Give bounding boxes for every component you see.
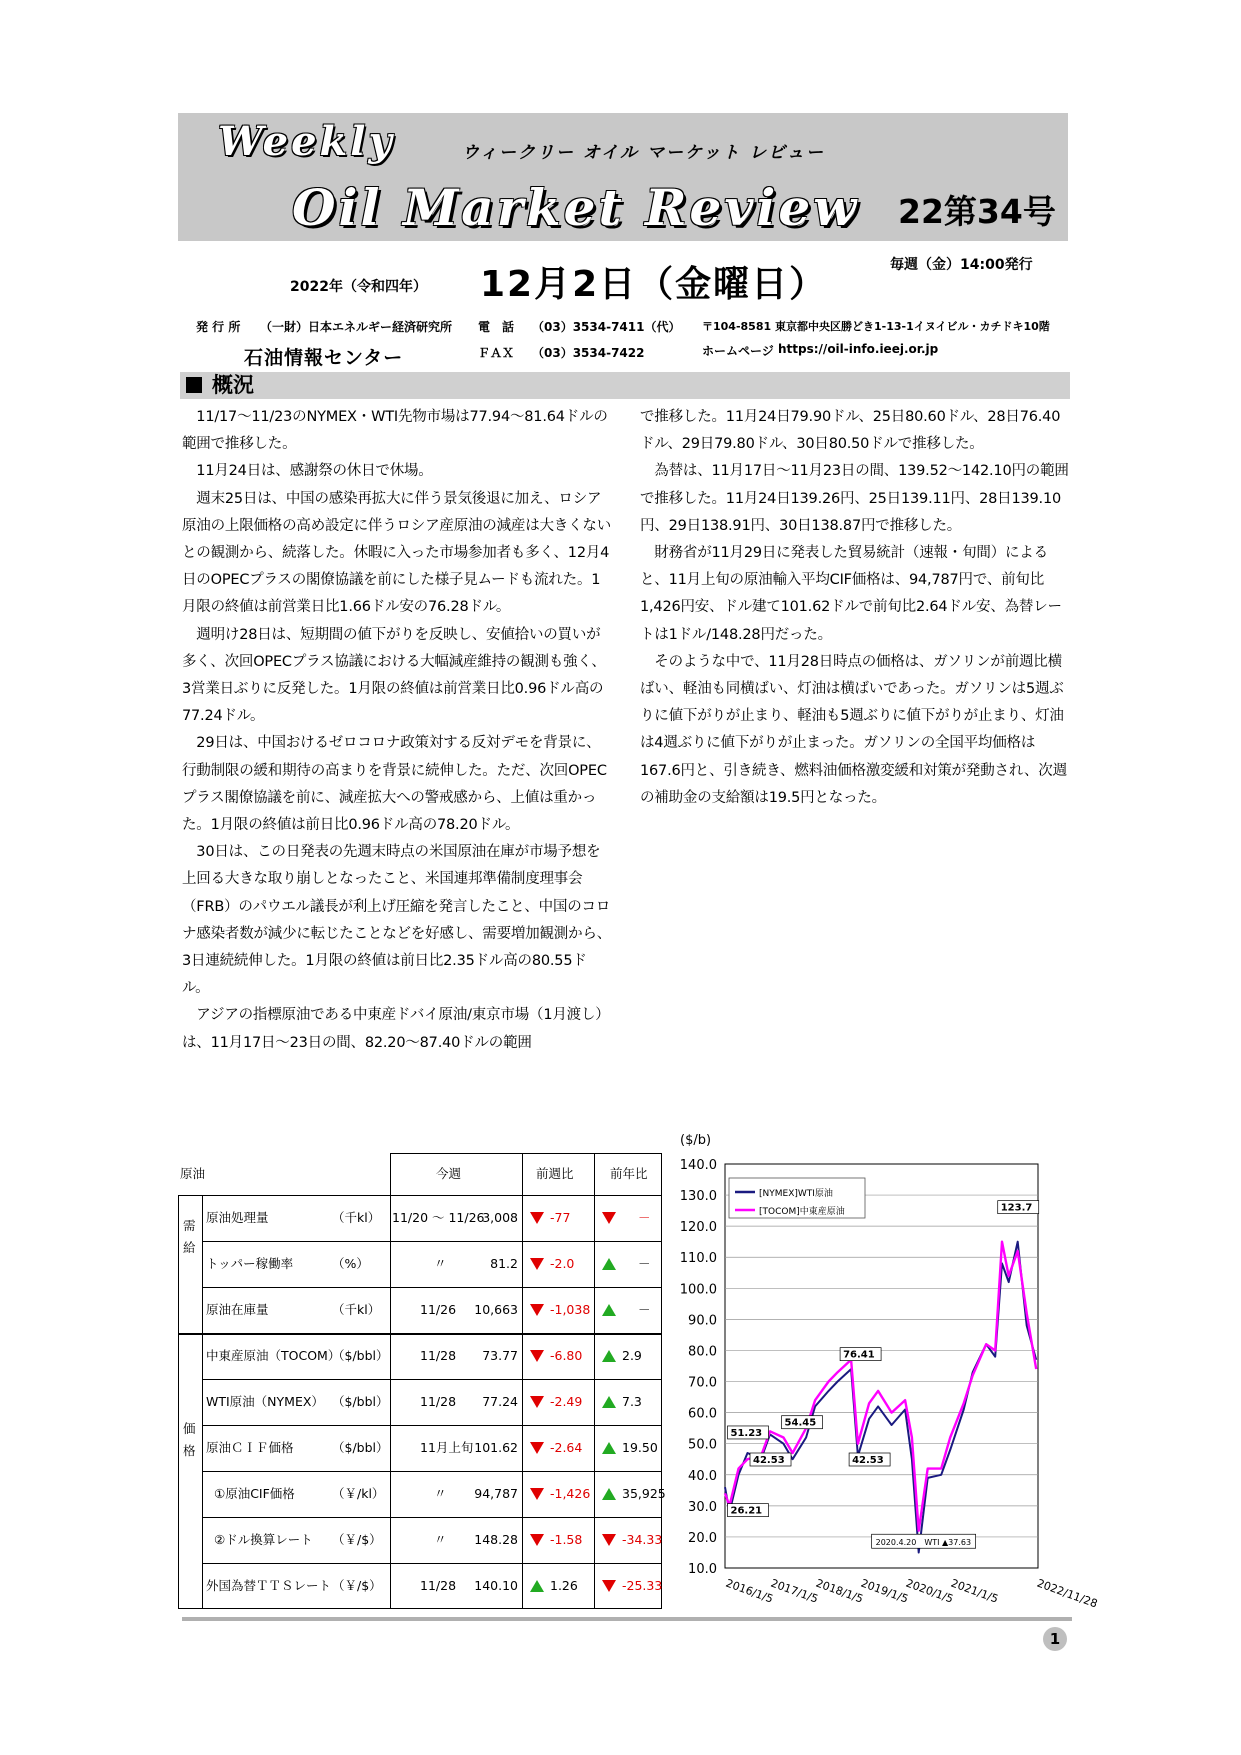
x-tick-label: 2017/1/5 xyxy=(769,1576,820,1606)
publisher-name: （一財）日本エネルギー経済研究所 xyxy=(260,320,453,334)
table-rule xyxy=(202,1517,662,1518)
annotation-label: 51.23 xyxy=(730,1427,763,1439)
row-yoy: － xyxy=(638,1256,651,1271)
tel-label: 電 話 xyxy=(478,320,515,334)
table-rule xyxy=(390,1153,391,1609)
row-yoy: 35,925 xyxy=(622,1486,666,1501)
triangle-down-icon xyxy=(530,1534,544,1546)
group-label-supply: 需 給 xyxy=(183,1218,196,1255)
x-tick-label: 2022/11/28 xyxy=(1035,1576,1100,1611)
fax-number: （03）3534-7422 xyxy=(532,346,645,360)
triangle-down-icon xyxy=(530,1396,544,1408)
header-year-over-year: 前年比 xyxy=(610,1166,648,1181)
row-value: 148.28 xyxy=(474,1532,518,1547)
section-title: 概況 xyxy=(212,373,254,397)
row-wow: -77 xyxy=(550,1210,571,1225)
triangle-up-icon xyxy=(602,1396,616,1408)
table-rule xyxy=(522,1153,523,1609)
x-tick-label: 2020/1/5 xyxy=(904,1576,955,1606)
y-tick-label: 100.0 xyxy=(679,1282,717,1298)
row-item: ①原油CIF価格 xyxy=(214,1486,295,1501)
triangle-down-icon xyxy=(602,1534,616,1546)
paragraph: 11/17～11/23のNYMEX・WTI先物市場は77.94～81.64ドルの範囲で推移した。 xyxy=(182,409,608,453)
y-tick-label: 140.0 xyxy=(679,1158,717,1173)
triangle-down-icon xyxy=(602,1212,616,1224)
tel-number: （03）3534-7411（代） xyxy=(532,320,681,334)
row-wow: -1,038 xyxy=(550,1302,591,1317)
issue-date: 12月2日（金曜日） xyxy=(480,264,828,305)
triangle-down-icon xyxy=(602,1580,616,1592)
triangle-up-icon xyxy=(602,1442,616,1454)
row-date: 〃 xyxy=(434,1256,447,1271)
y-tick-label: 10.0 xyxy=(688,1562,717,1577)
row-date: 〃 xyxy=(434,1532,447,1547)
header-week-over-week: 前週比 xyxy=(536,1166,574,1181)
homepage-label: ホームページ xyxy=(702,344,774,358)
row-wow: 1.26 xyxy=(550,1578,578,1593)
masthead-title: Oil Market Review xyxy=(292,178,860,237)
row-item: 原油在庫量 xyxy=(206,1302,269,1317)
publisher-label: 発 行 所 xyxy=(196,320,241,334)
triangle-up-icon xyxy=(602,1258,616,1270)
y-tick-label: 130.0 xyxy=(679,1189,717,1205)
group-label-price: 価 格 xyxy=(183,1421,196,1458)
y-tick-label: 110.0 xyxy=(679,1251,717,1267)
row-item: WTI原油（NYMEX） xyxy=(206,1394,324,1409)
y-tick-label: 50.0 xyxy=(688,1437,717,1453)
row-value: 101.62 xyxy=(474,1440,518,1455)
row-value: 77.24 xyxy=(482,1394,518,1409)
paragraph: 週明け28日は、短期間の値下がりを反映し、安値拾いの買いが多く、次回OPECプラス協議における大幅減産維持の観測も強く、3営業日ぶりに反発した。1月限の終値は前営業日比0.96ドル高の77.24ドル。 xyxy=(182,626,606,725)
y-tick-label: 90.0 xyxy=(688,1313,717,1329)
triangle-up-icon xyxy=(602,1304,616,1316)
masthead-weekly: Weekly xyxy=(218,118,395,165)
row-wow: -2.64 xyxy=(550,1440,583,1455)
publish-frequency: 毎週（金）14:00発行 xyxy=(890,257,1033,273)
row-unit: （$/bbl） xyxy=(332,1394,389,1409)
row-unit: （$/bbl） xyxy=(332,1348,389,1363)
y-tick-label: 70.0 xyxy=(688,1375,717,1391)
row-date: 11/28 xyxy=(420,1348,457,1363)
table-rule xyxy=(202,1471,662,1472)
row-value: 10,663 xyxy=(474,1302,518,1317)
row-date: 11/26 xyxy=(420,1302,457,1317)
row-value: 81.2 xyxy=(490,1256,518,1271)
row-item: ②ドル換算レート xyxy=(214,1532,313,1547)
triangle-down-icon xyxy=(530,1488,544,1500)
crude-price-chart xyxy=(660,1130,1100,1630)
row-unit: （%） xyxy=(332,1256,369,1271)
row-wow: -2.49 xyxy=(550,1394,583,1409)
row-yoy: 19.50 xyxy=(622,1440,658,1455)
y-axis-unit: ($/b) xyxy=(680,1133,712,1148)
row-item: トッパー稼働率 xyxy=(206,1256,294,1271)
paragraph: そのような中で、11月28日時点の価格は、ガソリンが前週比横ばい、軽油も同横ばい、灯油は横ばいであった。ガソリンは5週ぶりに値下がりが止まり、軽油も5週ぶりに値下がりが止まり、灯油は4週ぶりに値下がりが止まった。ガソリンの全国平均価格は167.6円と、引き続き、燃料油価格激変緩和対策が発動され、次週の補助金の支給額は19.5円となった。 xyxy=(640,653,1067,806)
table-title: 原油 xyxy=(180,1166,206,1181)
row-date: 11/20 ～ 11/26 xyxy=(392,1210,485,1225)
row-yoy: － xyxy=(638,1302,651,1317)
row-wow: -6.80 xyxy=(550,1348,583,1363)
triangle-down-icon xyxy=(530,1304,544,1316)
paragraph: 為替は、11月17日～11月23日の間、139.52～142.10円の範囲で推移した。11月24日139.26円、25日139.11円、28日139.10円、29日138.91円、30日138.87円で推移した。 xyxy=(640,463,1069,534)
row-value: 140.10 xyxy=(474,1578,518,1593)
page-number: 1 xyxy=(1043,1627,1067,1651)
row-yoy: 2.9 xyxy=(622,1348,642,1363)
paragraph: 週末25日は、中国の感染再拡大に伴う景気後退に加え、ロシア原油の上限価格の高め設定に伴うロシア産原油の減産は大きくないとの観測から、続落した。休暇に入った市場参加者も多く、12月4日のOPECプラスの閣僚協議を前にした様子見ムードも流れた。1月限の終値は前営業日比1.66ドル安の76.28ドル。 xyxy=(182,490,611,616)
row-wow: -1.58 xyxy=(550,1532,583,1547)
table-rule xyxy=(202,1241,662,1242)
row-yoy: 7.3 xyxy=(622,1394,642,1409)
x-tick-label: 2019/1/5 xyxy=(859,1576,910,1606)
y-tick-label: 60.0 xyxy=(688,1406,717,1422)
triangle-up-icon xyxy=(602,1350,616,1362)
row-unit: （千kl） xyxy=(332,1302,381,1317)
y-tick-label: 20.0 xyxy=(688,1530,717,1546)
paragraph: 財務省が11月29日に発表した貿易統計（速報・旬間）によると、11月上旬の原油輸入平均CIF価格は、94,787円で、前旬比1,426円安、ドル建て101.62ドルで前旬比2.64ドル安、為替レートは1ドル/148.28円だった。 xyxy=(640,545,1062,643)
table-rule xyxy=(202,1425,662,1426)
row-wow: -1,426 xyxy=(550,1486,591,1501)
x-tick-label: 2018/1/5 xyxy=(814,1576,865,1606)
group-divider xyxy=(178,1333,662,1335)
table-rule xyxy=(390,1153,662,1154)
triangle-down-icon xyxy=(530,1350,544,1362)
row-value: 94,787 xyxy=(474,1486,518,1501)
row-item: 原油処理量 xyxy=(206,1210,269,1225)
address: 〒104-8581 東京都中央区勝どき1-13-1イヌイビル・カチドキ10階 xyxy=(702,320,1050,333)
table-rule xyxy=(202,1379,662,1380)
legend-entry: [NYMEX]WTI原油 xyxy=(759,1189,833,1199)
y-tick-label: 120.0 xyxy=(679,1220,717,1236)
row-unit: （千kl） xyxy=(332,1210,381,1225)
table-rule xyxy=(178,1195,662,1196)
legend-entry: [TOCOM]中東産原油 xyxy=(759,1207,845,1217)
row-value: 73.77 xyxy=(482,1348,518,1363)
row-item: 原油ＣＩＦ価格 xyxy=(206,1440,294,1455)
row-yoy: － xyxy=(638,1210,651,1225)
triangle-down-icon xyxy=(530,1442,544,1454)
table-rule xyxy=(178,1195,179,1609)
row-unit: （￥/$） xyxy=(332,1532,382,1547)
crude-oil-table xyxy=(178,1153,666,1609)
y-tick-label: 40.0 xyxy=(688,1468,717,1484)
section-square-icon xyxy=(186,377,202,393)
table-rule xyxy=(202,1195,203,1609)
row-yoy: -25.33 xyxy=(622,1578,663,1593)
row-yoy: -34.33 xyxy=(622,1532,663,1547)
triangle-down-icon xyxy=(530,1212,544,1224)
row-date: 11/28 xyxy=(420,1578,457,1593)
table-rule xyxy=(202,1563,662,1564)
paragraph: 29日は、中国おけるゼロコロナ政策対する反対デモを背景に、行動制限の緩和期待の高まりを背景に続伸した。ただ、次回OPECプラス閣僚協議を前に、減産拡大への警戒感から、上値は重かった。1月限の終値は前日比0.96ドル高の78.20ドル。 xyxy=(182,735,607,834)
fax-label: ＦＡＸ xyxy=(478,346,515,360)
row-date: 〃 xyxy=(434,1486,447,1501)
paragraph: で推移した。11月24日79.90ドル、25日80.60ドル、28日76.40ドル、29日79.80ドル、30日80.50ドルで推移した。 xyxy=(640,409,1061,453)
table-rule xyxy=(202,1287,662,1288)
header-this-week: 今週 xyxy=(436,1166,462,1181)
annotation-note: 2020.4.20 WTI ▲37.63 xyxy=(875,1538,972,1548)
y-tick-label: 30.0 xyxy=(688,1499,717,1515)
table-rule xyxy=(594,1153,595,1609)
plot-area xyxy=(725,1164,1038,1568)
row-unit: （￥/kl） xyxy=(332,1486,385,1501)
triangle-down-icon xyxy=(530,1258,544,1270)
paragraph: 11月24日は、感謝祭の休日で休場。 xyxy=(182,463,433,480)
body-column-right xyxy=(640,404,1070,812)
homepage-url[interactable]: https://oil-info.ieej.or.jp xyxy=(778,342,939,356)
row-value: 3,008 xyxy=(482,1210,518,1225)
issue-number: 22第34号 xyxy=(898,192,1056,231)
annotation-label: 42.53 xyxy=(852,1455,884,1466)
triangle-up-icon xyxy=(602,1488,616,1500)
row-unit: （$/bbl） xyxy=(332,1440,389,1455)
paragraph: 30日は、この日発表の先週末時点の米国原油在庫が市場予想を上回る大きな取り崩しとなったこと、米国連邦準備制度理事会（FRB）のパウエル議長が利上げ圧縮を発言したこと、中国のコロナ感染者数が減少に転じたことなどを好感し、需要増加観測から、3日連続続伸した。1月限の終値は前日比2.35ドル高の80.55ドル。 xyxy=(182,844,611,997)
era-year: 2022年（令和四年） xyxy=(290,279,427,295)
x-tick-label: 2021/1/5 xyxy=(949,1576,1001,1606)
annotation-label: 123.7 xyxy=(1000,1202,1033,1214)
row-item: 外国為替ＴＴＳレート xyxy=(206,1578,332,1593)
footer-rule xyxy=(182,1617,1072,1621)
annotation-label: 26.21 xyxy=(730,1505,763,1517)
table-rule xyxy=(178,1608,662,1609)
row-wow: -2.0 xyxy=(550,1256,575,1271)
org-brand: 石油情報センター xyxy=(244,347,404,369)
annotation-label: 76.41 xyxy=(843,1349,875,1361)
row-item: 中東産原油（TOCOM） xyxy=(206,1348,341,1363)
row-date: 11月上旬 xyxy=(420,1440,474,1455)
annotation-label: 54.45 xyxy=(784,1417,817,1429)
x-tick-label: 2016/1/5 xyxy=(723,1576,775,1606)
section-bar xyxy=(180,372,1070,399)
y-tick-label: 80.0 xyxy=(688,1344,717,1360)
annotation-label: 42.53 xyxy=(753,1455,785,1466)
row-date: 11/28 xyxy=(420,1394,457,1409)
body-column-left xyxy=(182,404,612,1057)
row-unit: （￥/$） xyxy=(332,1578,382,1593)
masthead-jp-title: ウィークリー オイル マーケット レビュー xyxy=(462,143,826,163)
triangle-up-icon xyxy=(530,1580,544,1592)
paragraph: アジアの指標原油である中東産ドバイ原油/東京市場（1月渡し）は、11月17日～23日の間、82.20～87.40ドルの範囲 xyxy=(182,1007,610,1051)
